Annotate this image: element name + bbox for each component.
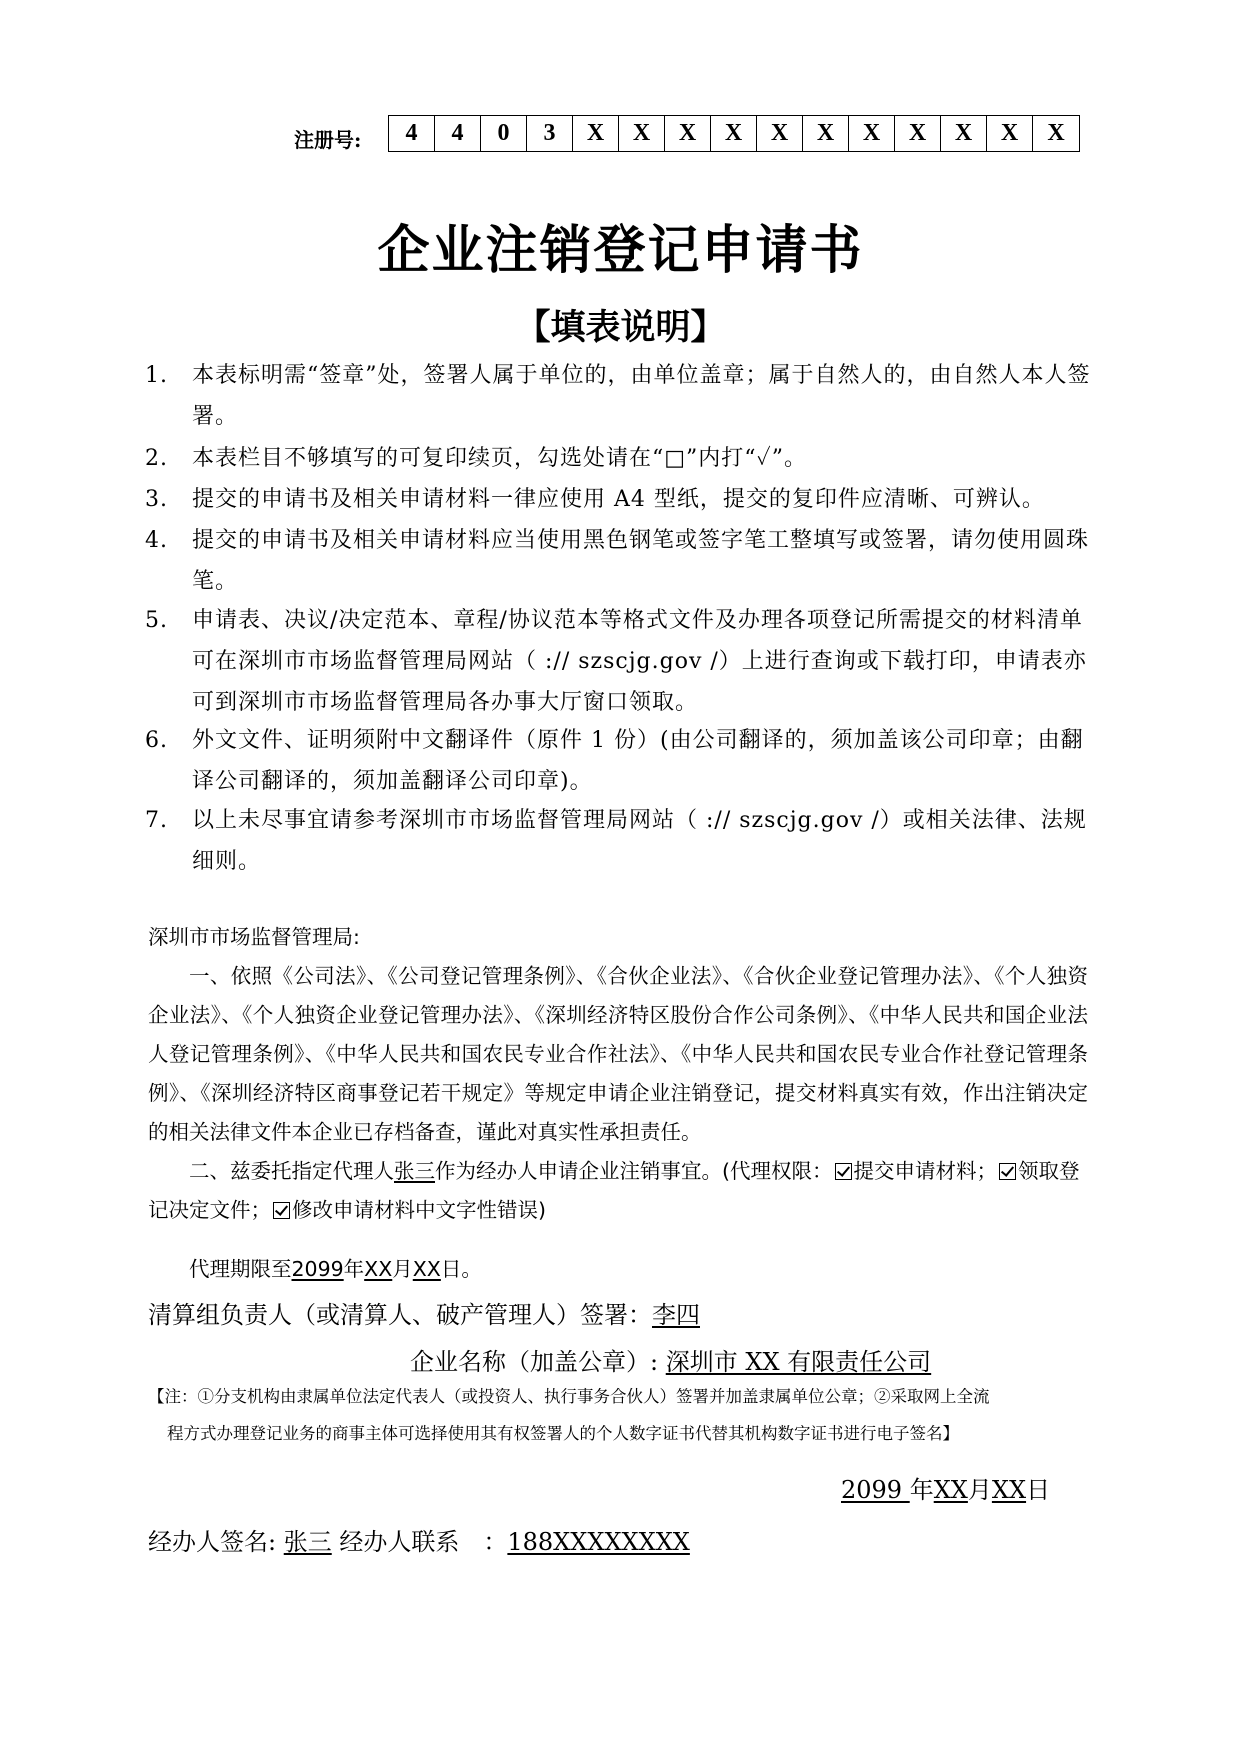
checked-checkbox-icon[interactable]: [273, 1202, 290, 1219]
authorization-middle: 作为经办人申请企业注销事宜。(代理权限：: [435, 1159, 833, 1183]
instruction-number: 7.: [145, 808, 168, 833]
registration-digit-cell: X: [573, 116, 619, 151]
instruction-text: 本表标明需“签章”处，签署人属于单位的，由单位盖章；属于自然人的，由自然人本人签署。: [192, 363, 1091, 429]
declaration-paragraph: 一、依照《公司法》、《公司登记管理条例》、《合伙企业法》、《合伙企业登记管理办法》、《个人独资企业法》、《个人独资企业登记管理办法》、《深圳经济特区股份合作公司条例》、《中华人民共和国企业法人登记管理条例》、《中华人民共和国农民专业合作社法》、《中华人民共和国农民专业合作社登记管理条例》、《深圳经济特区商事登记若干规定》等规定申请企业注销登记，提交材料真实有效，作出注销决定的相关法律文件本企业已存档备查，谨此对真实性承担责任。: [148, 964, 1088, 1144]
instruction-text: 提交的申请书及相关申请材料一律应使用 A4 型纸，提交的复印件应清晰、可辨认。: [192, 487, 1045, 512]
registration-digit-cell: X: [619, 116, 665, 151]
permission-submit: 提交申请材料；: [853, 1159, 997, 1183]
registration-digit-cell: X: [895, 116, 941, 151]
registration-digit-cell: X: [1047, 120, 1065, 146]
term-day-unit: 日。: [440, 1257, 482, 1281]
addressee: 深圳市市场监督管理局:: [148, 925, 360, 949]
company-name-line: [410, 1342, 931, 1377]
instruction-item: [145, 355, 1100, 437]
registration-number-boxes: [388, 115, 1080, 152]
agent-name: 张三: [394, 1159, 435, 1183]
date-day-unit: 日: [1026, 1476, 1051, 1504]
agency-term: [189, 1250, 1129, 1289]
document-title: 企业注销登记申请书: [377, 220, 864, 281]
instruction-text: 本表栏目不够填写的可复印续页，勾选处请在“□”内打“✓”。: [192, 446, 807, 471]
date-year: 2099: [841, 1476, 910, 1504]
registration-digit-cell: X: [665, 116, 711, 151]
term-year-unit: 年: [343, 1257, 365, 1281]
authorization-prefix: 二、兹委托指定代理人: [189, 1159, 394, 1183]
registration-digit-cell: 4: [389, 116, 435, 151]
registration-digit-cell: X: [711, 116, 757, 151]
registration-digit-cell: 3: [527, 116, 573, 151]
instruction-item: [145, 600, 1100, 723]
instruction-item: [145, 479, 1100, 520]
registration-digit-cell: X: [849, 116, 895, 151]
date-year-unit: 年: [909, 1476, 934, 1504]
note-line-2: 程方式办理登记业务的商事主体可选择使用其有权签署人的个人数字证书代替其机构数字证书进行电子签名】: [167, 1424, 959, 1443]
instruction-number: 4.: [145, 528, 168, 553]
company-label: 企业名称（加盖公章）:: [410, 1348, 659, 1376]
note-line-1: 【注：①分支机构由隶属单位法定代表人（或投资人、执行事务合伙人）签署并加盖隶属单位公章；②采取网上全流: [148, 1387, 990, 1406]
instruction-item: [145, 800, 1100, 882]
registration-digit-cell: X: [941, 116, 987, 151]
instruction-number: 5.: [145, 608, 168, 633]
handler-sign-label: 经办人签名:: [148, 1528, 277, 1556]
registration-label: 注册号:: [294, 128, 362, 152]
term-prefix: 代理期限至: [189, 1257, 292, 1281]
term-month-unit: 月: [392, 1257, 413, 1281]
date-month-unit: 月: [967, 1476, 992, 1504]
checked-checkbox-icon[interactable]: [835, 1163, 852, 1180]
instruction-item: [145, 520, 1100, 602]
handler-phone: 188XXXXXXXX: [507, 1528, 690, 1556]
liquidator-signature: [148, 1295, 700, 1330]
handler-contact-colon: ：: [483, 1528, 508, 1556]
term-day: XX: [412, 1257, 441, 1281]
handler-contact-label: 经办人联系: [339, 1528, 460, 1556]
instruction-text: 申请表、决议/决定范本、章程/协议范本等格式文件及办理各项登记所需提交的材料清单可在深圳市市场监督管理局网站（ :// szscjg.gov /）上进行查询或下载打印，申请表亦可到深圳市市场监督管理局各办事大厅窗口领取。: [192, 608, 1087, 715]
handler-name: 张三: [283, 1528, 332, 1556]
registration-digit-cell: X: [803, 116, 849, 151]
sign-date: [841, 1470, 1050, 1505]
company-name: 深圳市 XX 有限责任公司: [665, 1348, 932, 1376]
permission-receive: 领取登记决定文件；: [148, 1159, 1080, 1222]
instruction-item: [145, 720, 1100, 802]
instruction-number: 2.: [145, 446, 168, 471]
checked-checkbox-icon[interactable]: [999, 1163, 1016, 1180]
instructions-heading: 【填表说明】: [515, 307, 726, 348]
term-month: XX: [364, 1257, 393, 1281]
date-day: XX: [991, 1476, 1027, 1504]
instruction-item: [145, 438, 1100, 479]
instruction-text: 外文文件、证明须附中文翻译件（原件 1 份）(由公司翻译的，须加盖该公司印章；由翻译公司翻译的，须加盖翻译公司印章)。: [192, 728, 1084, 794]
date-month: XX: [933, 1476, 968, 1504]
term-year: 2099: [291, 1257, 344, 1281]
liquidator-label: 清算组负责人（或清算人、破产管理人）签署：: [148, 1301, 652, 1329]
instruction-number: 1.: [145, 363, 168, 388]
instruction-text: 提交的申请书及相关申请材料应当使用黑色钢笔或签字笔工整填写或签署，请勿使用圆珠笔。: [192, 528, 1090, 594]
instruction-text: 以上未尽事宜请参考深圳市市场监督管理局网站（ :// szscjg.gov /）或相关法律、法规细则。: [192, 808, 1087, 874]
permission-modify: 修改申请材料中文字性错误): [292, 1198, 546, 1222]
handler-line: [148, 1522, 690, 1557]
authorization-paragraph: [148, 1152, 1088, 1230]
registration-digit-cell: 4: [435, 116, 481, 151]
instruction-number: 3.: [145, 487, 168, 512]
registration-digit-cell: X: [987, 116, 1033, 151]
registration-digit-cell: 0: [481, 116, 527, 151]
registration-digit-cell: X: [757, 116, 803, 151]
liquidator-name: 李四: [652, 1301, 700, 1329]
instruction-number: 6.: [145, 728, 168, 753]
